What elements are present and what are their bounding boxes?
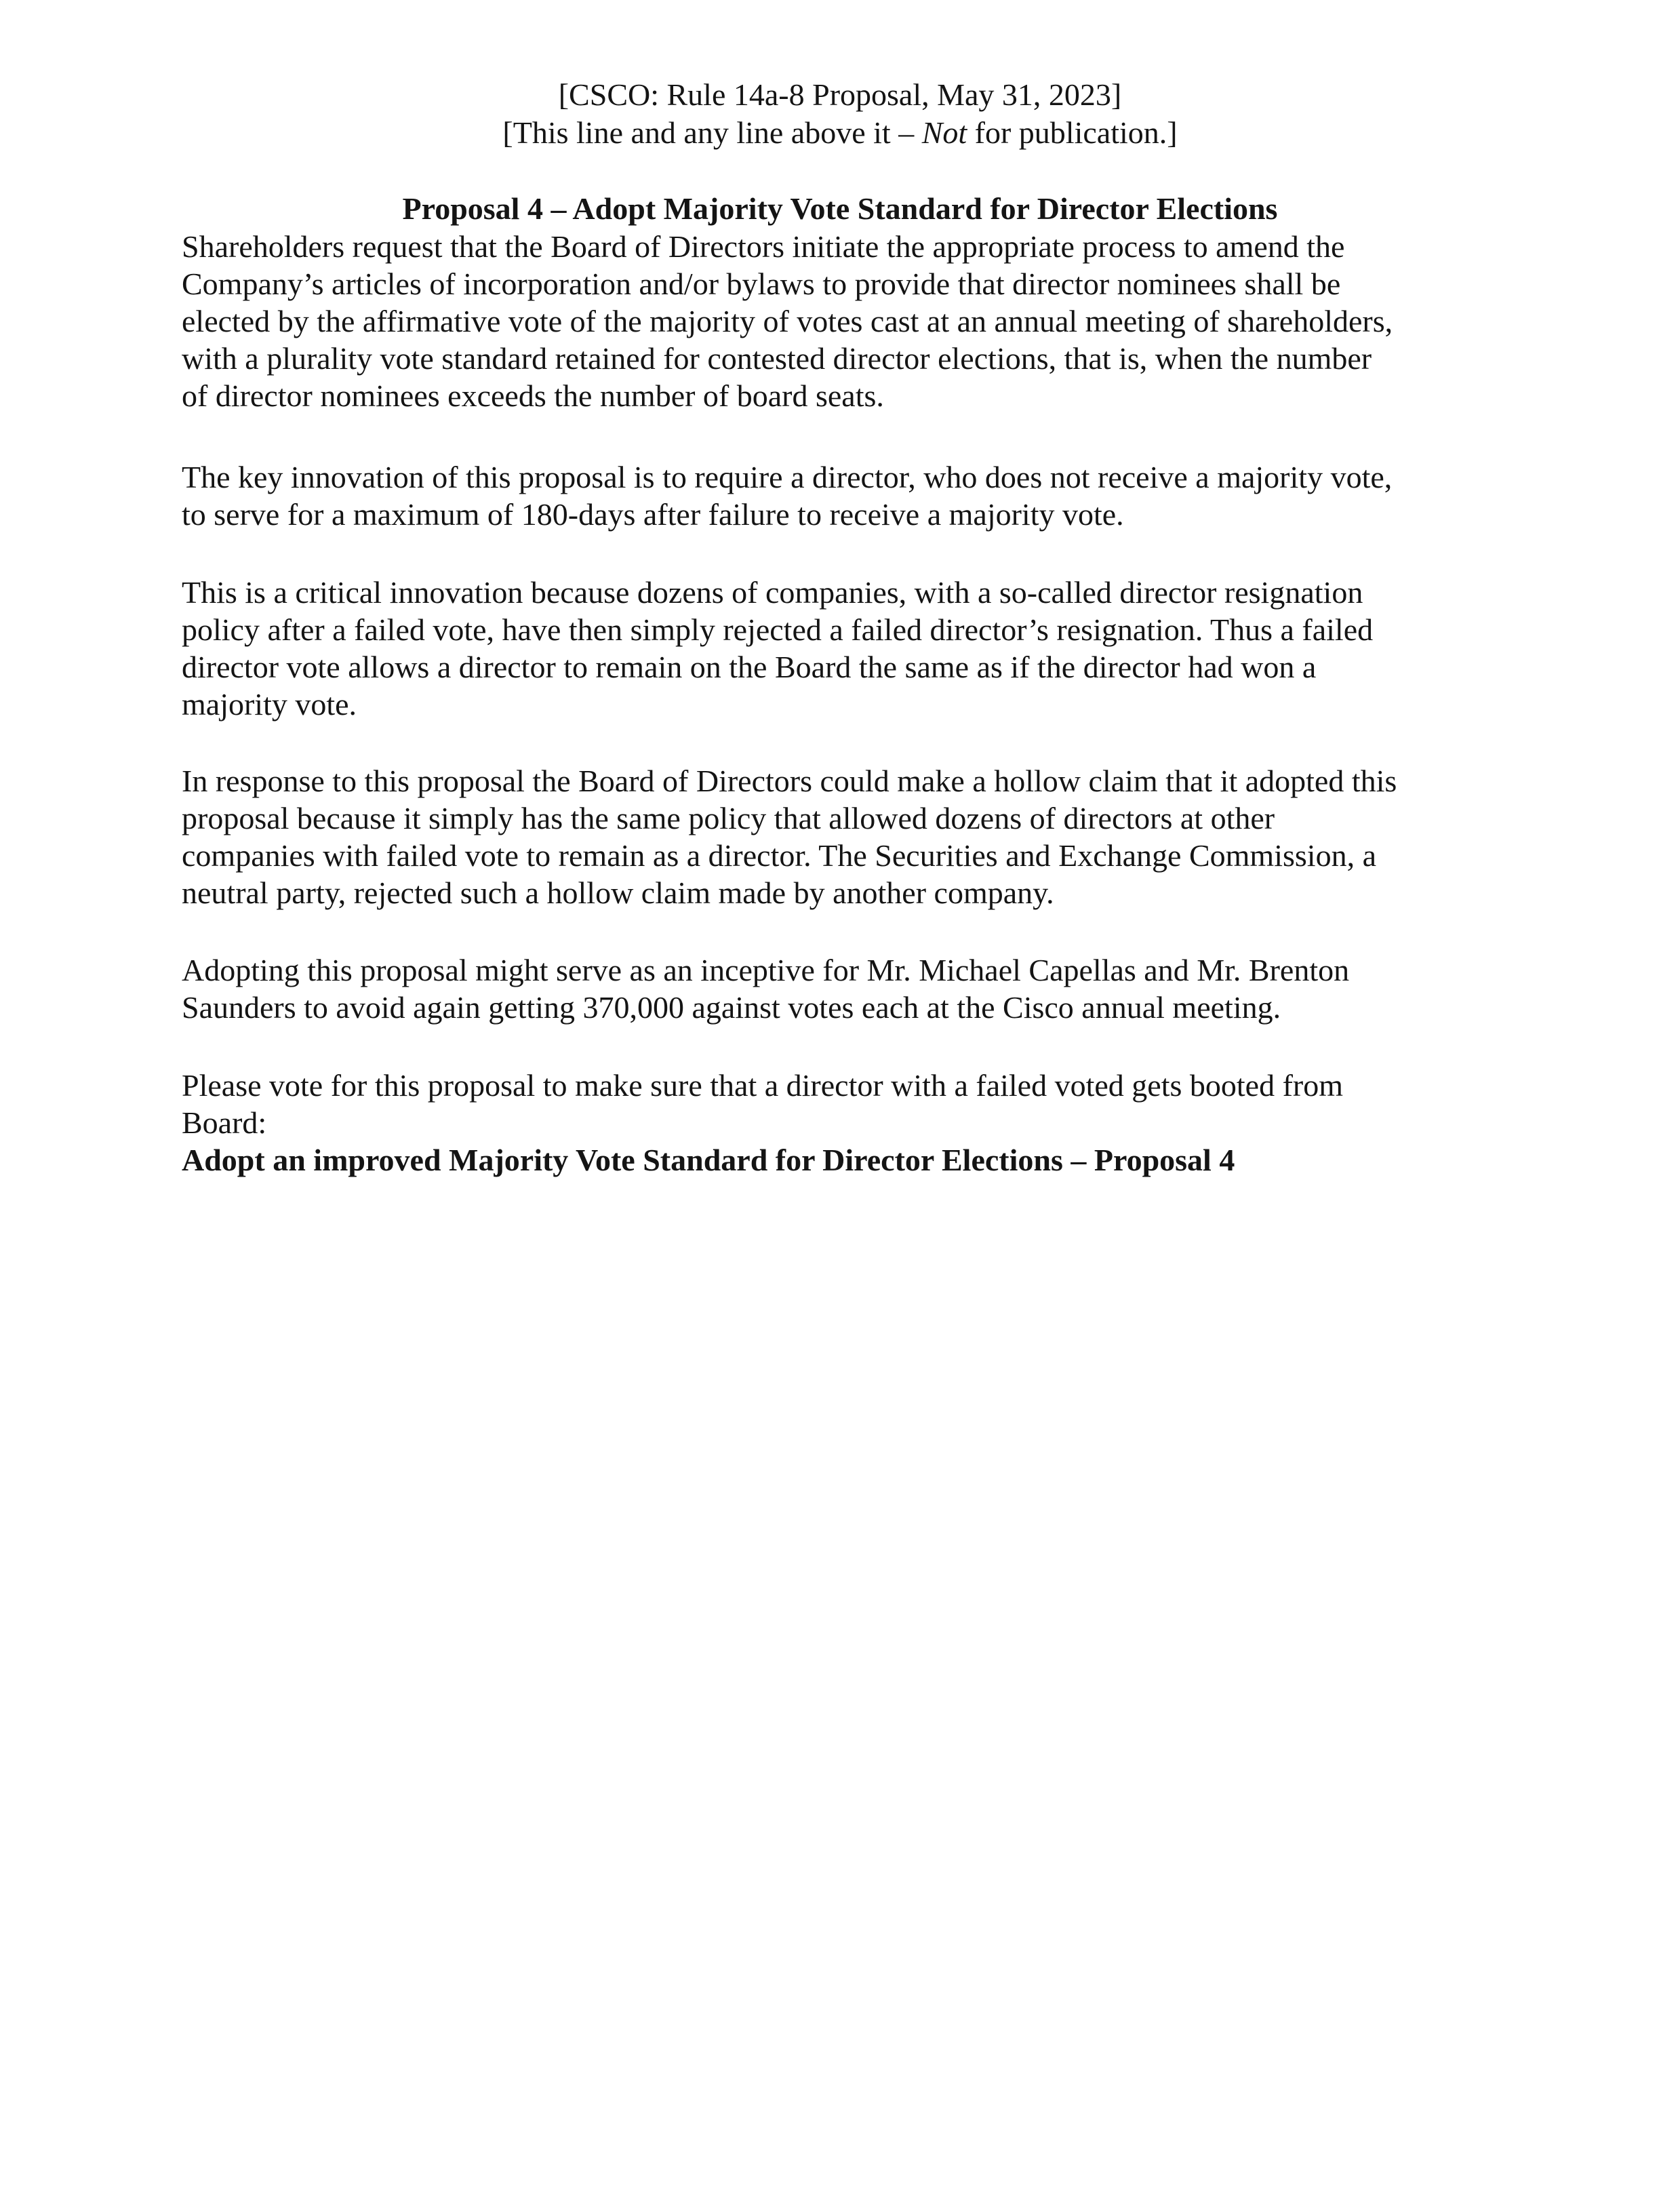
text-line: proposal because it simply has the same policy that allowed dozens of directors at other bbox=[182, 801, 1275, 835]
text-line: Board: bbox=[182, 1105, 267, 1140]
paragraph-critical-innovation bbox=[182, 574, 1511, 723]
paragraph-hollow-claim bbox=[182, 762, 1511, 911]
header-line-2 bbox=[0, 114, 1680, 152]
closing-line: Adopt an improved Majority Vote Standard for Director Elections – Proposal 4 bbox=[182, 1143, 1235, 1177]
paragraph-vote-request bbox=[182, 1067, 1511, 1141]
paragraph-incentive bbox=[182, 951, 1511, 1026]
paragraph-key-innovation bbox=[182, 458, 1511, 533]
text-line: This is a critical innovation because dozens of companies, with a so-called director resignation bbox=[182, 575, 1363, 610]
text-line: Saunders to avoid again getting 370,000 against votes each at the Cisco annual meeting. bbox=[182, 990, 1281, 1025]
text-line: Shareholders request that the Board of Directors initiate the appropriate process to amend the bbox=[182, 229, 1345, 264]
text-line: companies with failed vote to remain as a director. The Securities and Exchange Commission, a bbox=[182, 838, 1376, 873]
header-line-2-prefix: [This line and any line above it – bbox=[502, 115, 922, 150]
text-line: policy after a failed vote, have then simply rejected a failed director’s resignation. Thus a failed bbox=[182, 612, 1374, 647]
text-line: elected by the affirmative vote of the majority of votes cast at an annual meeting of shareholders, bbox=[182, 304, 1393, 338]
text-line: of director nominees exceeds the number of board seats. bbox=[182, 378, 884, 413]
text-line: Adopting this proposal might serve as an inceptive for Mr. Michael Capellas and Mr. Brenton bbox=[182, 953, 1350, 987]
paragraph-resolution bbox=[182, 228, 1511, 414]
closing-statement bbox=[182, 1141, 1511, 1179]
header-line-1: [CSCO: Rule 14a-8 Proposal, May 31, 2023] bbox=[558, 77, 1122, 112]
proposal-title: Proposal 4 – Adopt Majority Vote Standard for Director Elections bbox=[402, 191, 1278, 226]
text-line: director vote allows a director to remain on the Board the same as if the director had won a bbox=[182, 650, 1317, 684]
header-line-2-italic: Not bbox=[921, 115, 967, 150]
text-line: with a plurality vote standard retained for contested director elections, that is, when the number bbox=[182, 341, 1372, 376]
header-line-2-suffix: for publication.] bbox=[967, 115, 1178, 150]
text-line: to serve for a maximum of 180-days after failure to receive a majority vote. bbox=[182, 497, 1124, 532]
text-line: Company’s articles of incorporation and/or bylaws to provide that director nominees shall be bbox=[182, 267, 1341, 301]
text-line: In response to this proposal the Board of Directors could make a hollow claim that it adopted this bbox=[182, 764, 1397, 798]
text-line: majority vote. bbox=[182, 687, 357, 722]
text-line: neutral party, rejected such a hollow claim made by another company. bbox=[182, 875, 1054, 910]
text-line: Please vote for this proposal to make sure that a director with a failed voted gets booted from bbox=[182, 1068, 1344, 1103]
text-line: The key innovation of this proposal is to require a director, who does not receive a majority vote, bbox=[182, 460, 1393, 494]
